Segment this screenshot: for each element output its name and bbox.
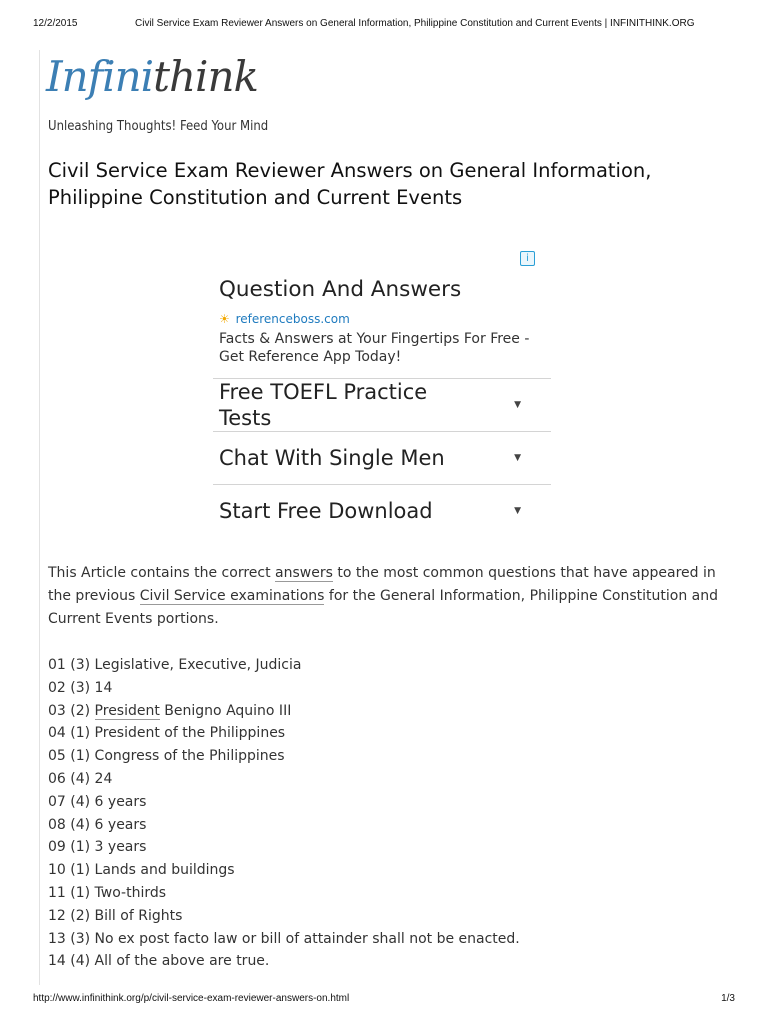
answer-item: 02 (3) 14 [48,679,113,696]
ad-link-label: Chat With Single Men [219,446,445,470]
answer-item: 06 (4) 24 [48,770,113,787]
ad-description: Facts & Answers at Your Fingertips For Free - Get Reference App Today! [219,331,530,365]
print-url: http://www.infinithink.org/p/civil-service-exam-reviewer-answers-on.html [33,993,350,1004]
ad-link-toefl[interactable] [213,378,551,431]
answer-item: 01 (3) Legislative, Executive, Judicia [48,657,302,673]
keyword-link-civil-service[interactable]: Civil Service examinations [139,588,325,604]
chevron-down-icon: ▼ [514,453,521,463]
intro-text: to the most common questions that have appeared in the previous [48,565,716,604]
ad-link-download[interactable] [213,484,551,537]
ad-headline[interactable]: Question And Answers [219,277,462,302]
print-title: Civil Service Exam Reviewer Answers on General Information, Philippine Constitution and Current Events | INFINITHINK.ORG [135,18,695,29]
answer-item: 09 (1) 3 years [48,839,147,856]
answer-list [48,654,728,973]
print-date: 12/2/2015 [33,18,78,29]
answer-rest: Benigno Aquino III [159,702,292,719]
answer-item: 05 (1) Congress of the Philippines [48,748,285,765]
chevron-down-icon: ▼ [514,506,521,516]
ad-source-link[interactable]: referenceboss.com [235,312,350,326]
ad-link-label: Start Free Download [219,499,433,523]
answer-item: 04 (1) President of the Philippines [48,725,286,742]
info-icon[interactable]: i [520,251,535,266]
answer-prefix: 03 (2) [48,702,95,719]
answer-item: 10 (1) Lands and buildings [48,862,235,879]
logo-part-infini: Infini [46,52,154,101]
sun-icon: ☀ [219,312,230,326]
ad-block[interactable] [213,276,551,537]
ad-link-chat[interactable] [213,431,551,484]
answer-item: 08 (4) 6 years [48,816,147,833]
ad-source[interactable] [213,312,551,326]
answer-item: 12 (2) Bill of Rights [48,907,183,924]
ad-links [213,378,551,537]
answer-item: 07 (4) 6 years [48,793,147,810]
page-divider [39,50,40,985]
intro-text: for the General Information, Philippine Constitution and Current Events portions. [48,588,719,627]
intro-text: This Article contains the correct [48,565,276,581]
site-logo[interactable] [46,52,258,101]
answer-item: 11 (1) Two-thirds [48,884,167,901]
chevron-down-icon: ▼ [514,400,521,410]
keyword-link-president[interactable]: President [94,702,160,719]
ad-link-label: Free TOEFL Practice Tests [219,380,428,430]
answer-item: 14 (4) All of the above are true. [48,953,270,970]
article-intro [48,562,728,631]
article-title: Civil Service Exam Reviewer Answers on General Information, Philippine Constitution and Current Events [48,159,652,209]
answer-item [48,700,728,723]
answer-item: 13 (3) No ex post facto law or bill of attainder shall not be enacted. [48,930,520,947]
page-number: 1/3 [721,993,735,1004]
keyword-link-answers[interactable]: answers [275,565,333,581]
site-tagline: Unleashing Thoughts! Feed Your Mind [48,119,269,134]
logo-part-think: think [153,52,258,101]
